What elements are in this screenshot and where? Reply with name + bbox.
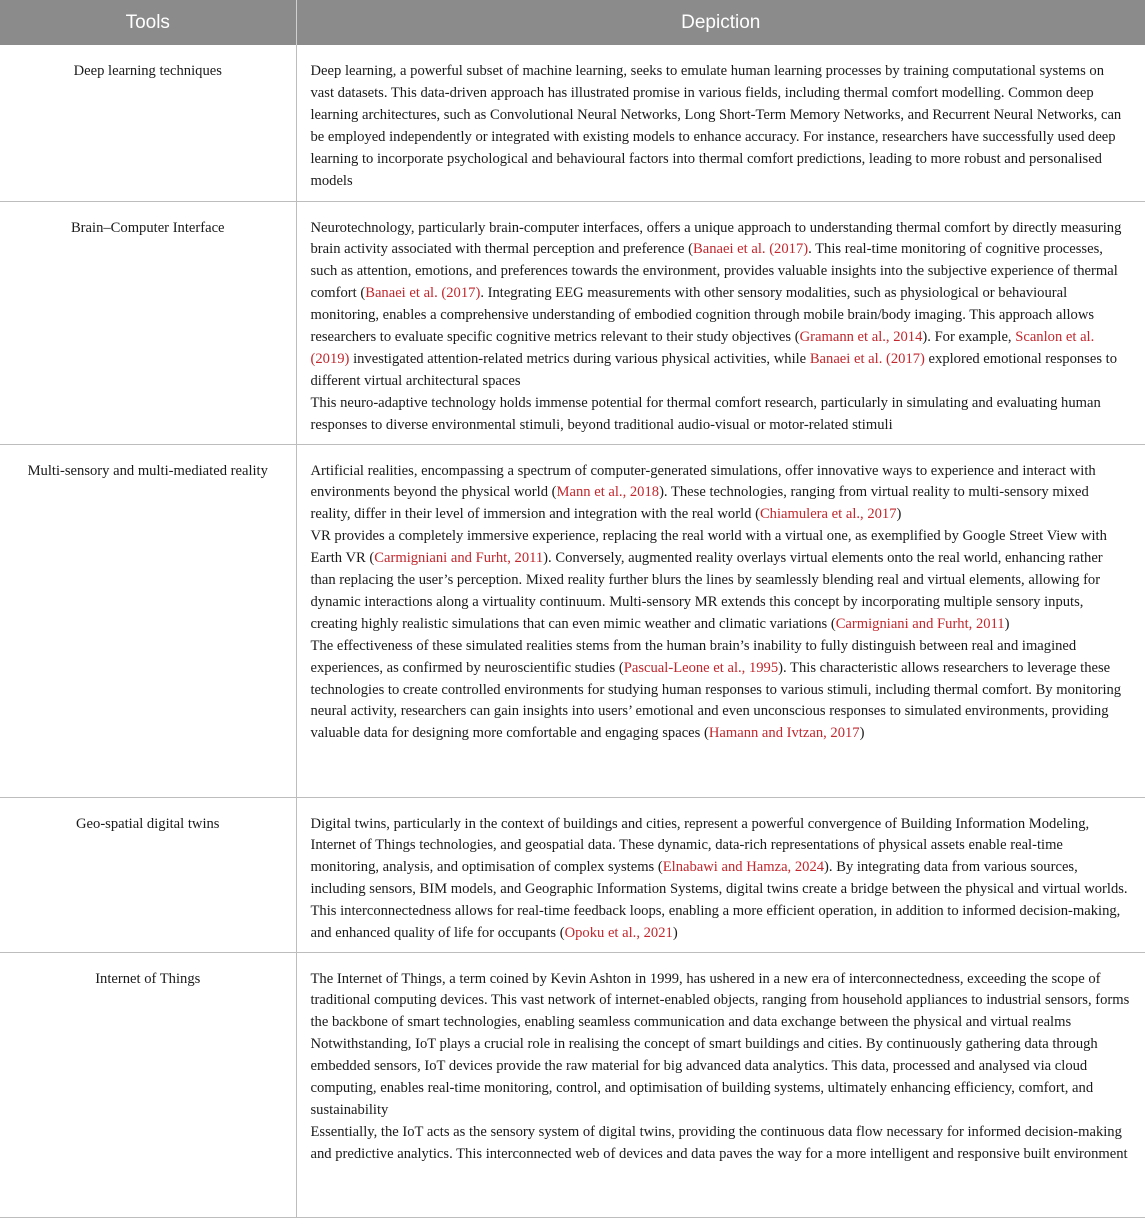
- depiction-paragraph: [311, 218, 1132, 393]
- paragraph-text: VR provides a completely immersive experience, replacing the real world with a virtual one, as exemplified by Google Street View with Earth VR (: [310, 528, 1107, 567]
- depiction-paragraph: [311, 1122, 1132, 1166]
- depiction-paragraph: [311, 61, 1132, 192]
- paragraph-text: The Internet of Things, a term coined by Kevin Ashton in 1999, has ushered in a new era of interconnectedness, exceeding the scope of traditional computing devices. This vast network of internet-enabled objects, ranging from household appliances to industrial sensors, forms the backbone of smart technologies, enabling seamless communication and data exchange between the physical and virtual realms: [310, 970, 1130, 1031]
- table-row: [0, 201, 1145, 444]
- header-row: [0, 0, 1145, 45]
- paragraph-text: . This real-time monitoring of cognitive processes, such as attention, emotions, and preferences towards the environment, provides valuable insights into the subjective experience of thermal comfort (: [310, 241, 1118, 302]
- depiction-paragraph: [311, 1034, 1132, 1122]
- paragraph-text: This neuro-adaptive technology holds immense potential for thermal comfort research, particularly in simulating and evaluating human responses to diverse environmental stimuli, beyond traditional audio-visual or motor-related stimuli: [310, 394, 1101, 433]
- paragraph-text: ). This characteristic allows researchers to leverage these technologies to create controlled environments for studying human responses to various stimuli, including thermal comfort. By monitoring neural activity, researchers can gain insights into users’ emotional and even unconscious responses to simulated environments, providing valuable data for designing more comfortable and engaging spaces (: [310, 659, 1122, 742]
- tool-name-cell: Internet of Things: [0, 952, 296, 1217]
- paragraph-text: Neurotechnology, particularly brain-computer interfaces, offers a unique approach to understanding thermal comfort by directly measuring brain activity associated with thermal perception and preference (: [310, 219, 1122, 258]
- tool-name-cell: Multi-sensory and multi-mediated reality: [0, 444, 296, 797]
- table-row: [0, 444, 1145, 797]
- citation-link[interactable]: Scanlon et al. (2019): [310, 329, 1095, 367]
- paragraph-text: Notwithstanding, IoT plays a crucial role in realising the concept of smart buildings and cities. By continuously gathering data through embedded sensors, IoT devices provide the raw material for big advanced data analytics. This data, processed and analysed via cloud computing, enables real-time monitoring, control, and optimisation of building systems, ultimately enhancing efficiency, comfort, and sustainability: [310, 1036, 1098, 1118]
- paragraph-text: The effectiveness of these simulated realities stems from the human brain’s inability to fully distinguish between real and imagined experiences, as confirmed by neuroscientific studies (: [310, 637, 1077, 676]
- citation-link[interactable]: Chiamulera et al., 2017: [759, 506, 897, 523]
- depiction-paragraph: [311, 969, 1132, 1035]
- column-header-tools: Tools: [0, 0, 296, 45]
- paragraph-text: Digital twins, particularly in the context of buildings and cities, represent a powerful convergence of Building Information Modeling, Internet of Things technologies, and geospatial data. These dynamic, data-rich representations of physical assets enable real-time monitoring, analysis, and optimisation of complex systems (: [310, 815, 1090, 876]
- column-header-depiction: Depiction: [296, 0, 1145, 45]
- citation-link[interactable]: Banaei et al. (2017): [693, 241, 809, 258]
- depiction-paragraph: [311, 461, 1132, 527]
- depiction-cell: [296, 201, 1145, 444]
- paragraph-text: ). For example,: [922, 329, 1016, 346]
- paragraph-text: ): [896, 506, 902, 523]
- citation-link[interactable]: Carmigniani and Furht, 2011: [374, 550, 544, 567]
- paragraph-text: Essentially, the IoT acts as the sensory system of digital twins, providing the continuous data flow necessary for informed decision-making and predictive analytics. This interconnected web of devices and data paves the way for a more intelligent and responsive built environment: [310, 1123, 1128, 1162]
- paragraph-text: . Integrating EEG measurements with other sensory modalities, such as physiological or behavioural monitoring, enables a comprehensive understanding of embodied cognition through mobile brain/body imaging. This approach allows researchers to evaluate specific cognitive metrics relevant to their study objectives (: [310, 285, 1095, 346]
- table-row: [0, 952, 1145, 1217]
- paragraph-text: ). By integrating data from various sources, including sensors, BIM models, and Geographic Information Systems, digital twins create a bridge between the physical and virtual worlds. This interconnectedness allows for real-time feedback loops, enabling a more efficient operation, in addition to informed decision-making, and enhanced quality of life for occupants (: [310, 859, 1128, 942]
- table-row: [0, 45, 1145, 201]
- depiction-cell: [296, 444, 1145, 797]
- citation-link[interactable]: Pascual-Leone et al., 1995: [623, 659, 779, 676]
- paragraph-text: ). Conversely, augmented reality overlays virtual elements onto the real world, enhancing rather than replacing the user’s perception. Mixed reality further blurs the lines by seamlessly blending real and virtual elements, allowing for dynamic interactions along a virtuality continuum. Multi-sensory MR extends this concept by incorporating multiple sensory inputs, creating highly realistic simulations that can even mimic weather and climatic variations (: [310, 550, 1103, 632]
- citation-link[interactable]: Gramann et al., 2014: [799, 329, 923, 346]
- citation-link[interactable]: Mann et al., 2018: [556, 484, 660, 501]
- paragraph-text: ): [672, 925, 678, 942]
- paragraph-text: Deep learning, a powerful subset of machine learning, seeks to emulate human learning processes by training computational systems on vast datasets. This data-driven approach has illustrated promise in various fields, including thermal comfort modelling. Common deep learning architectures, such as Convolutional Neural Networks, Long Short-Term Memory Networks, and Recurrent Neural Networks, can be employed independently or integrated with existing models to enhance accuracy. For instance, researchers have successfully used deep learning to incorporate psychological and behavioural factors into thermal comfort predictions, leading to more robust and personalised models: [310, 63, 1122, 189]
- depiction-cell: [296, 952, 1145, 1217]
- tool-name-cell: Brain–Computer Interface: [0, 201, 296, 444]
- depiction-paragraph: [311, 526, 1132, 636]
- depiction-cell: [296, 45, 1145, 201]
- table-row: [0, 797, 1145, 952]
- paragraph-text: Artificial realities, encompassing a spectrum of computer-generated simulations, offer innovative ways to experience and interact with environments beyond the physical world (: [310, 462, 1096, 501]
- citation-link[interactable]: Elnabawi and Hamza, 2024: [662, 859, 825, 876]
- tool-name-cell: Geo-spatial digital twins: [0, 797, 296, 952]
- paragraph-text: explored emotional responses to different virtual architectural spaces: [310, 350, 1118, 389]
- tool-name-cell: Deep learning techniques: [0, 45, 296, 201]
- citation-link[interactable]: Hamann and Ivtzan, 2017: [708, 725, 860, 742]
- paragraph-text: ): [859, 725, 865, 742]
- depiction-paragraph: [311, 814, 1132, 945]
- depiction-cell: [296, 797, 1145, 952]
- depiction-paragraph: [311, 636, 1132, 746]
- citation-link[interactable]: Carmigniani and Furht, 2011: [835, 615, 1005, 632]
- citation-link[interactable]: Banaei et al. (2017): [809, 350, 925, 367]
- citation-link[interactable]: Banaei et al. (2017): [365, 285, 481, 302]
- paragraph-text: ): [1004, 615, 1010, 632]
- citation-link[interactable]: Opoku et al., 2021: [564, 925, 673, 942]
- paragraph-text: investigated attention-related metrics during various physical activities, while: [349, 350, 810, 367]
- paragraph-text: ). These technologies, ranging from virtual reality to multi-sensory mixed reality, differ in their level of immersion and integration with the real world (: [310, 484, 1089, 523]
- depiction-paragraph: [311, 393, 1132, 437]
